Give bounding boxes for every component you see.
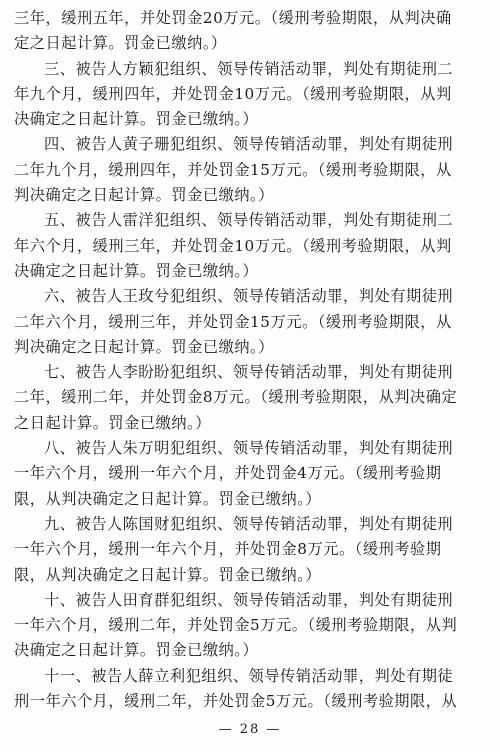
text-line-19: 一年六个月，缓刑一年六个月，并处罚金4万元。（缓刑考验期 xyxy=(14,464,442,483)
text-line-20: 限，从判决确定之日起计算。罚金已缴纳。） xyxy=(14,489,322,508)
text-line-1: 三年，缓刑五年，并处罚金20万元。（缓刑考验期限，从判决确 xyxy=(14,9,452,27)
text-line-21: 九、被告人陈国财犯组织、领导传销活动罪，判处有期徒刑 xyxy=(44,514,454,533)
text-line-26: 决确定之日起计算。罚金已缴纳。） xyxy=(14,641,259,660)
text-line-12: 六、被告人王玫兮犯组织、领导传销活动罪，判处有期徒刑 xyxy=(44,287,454,306)
text-line-2: 定之日起计算。罚金已缴纳。） xyxy=(14,34,227,53)
text-line-4: 年九个月，缓刑四年，并处罚金10万元。（缓刑考验期限，从判 xyxy=(14,84,452,103)
text-line-11: 决确定之日起计算。罚金已缴纳。） xyxy=(14,261,259,280)
text-line-28: 刑一年六个月，缓刑二年，并处罚金5万元。（缓刑考验期限，从 xyxy=(14,692,458,711)
page-number: — 28 — xyxy=(218,722,282,737)
text-line-18: 八、被告人朱万明犯组织、领导传销活动罪，判处有期徒刑 xyxy=(44,439,454,458)
text-line-23: 限，从判决确定之日起计算。罚金已缴纳。） xyxy=(14,565,322,584)
text-line-14: 判决确定之日起计算。罚金已缴纳。） xyxy=(14,337,274,356)
text-line-22: 一年六个月，缓刑一年六个月，并处罚金8万元。（缓刑考验期 xyxy=(14,540,442,559)
text-line-27: 十一、被告人薛立利犯组织、领导传销活动罪，判处有期徒 xyxy=(44,666,454,685)
text-line-13: 二年六个月，缓刑三年，并处罚金15万元。（缓刑考验期限，从 xyxy=(14,312,452,331)
text-line-15: 七、被告人李盼盼犯组织、领导传销活动罪，判处有期徒刑 xyxy=(44,363,454,382)
text-line-9: 五、被告人雷洋犯组织、领导传销活动罪，判处有期徒刑二 xyxy=(44,211,454,230)
document-body xyxy=(14,6,490,714)
text-line-17: 之日起计算。罚金已缴纳。） xyxy=(14,413,211,432)
text-line-8: 判决确定之日起计算。罚金已缴纳。） xyxy=(14,186,274,205)
text-line-6: 四、被告人黄子珊犯组织、领导传销活动罪，判处有期徒刑 xyxy=(44,135,454,154)
text-line-7: 二年九个月，缓刑四年，并处罚金15万元。（缓刑考验期限，从 xyxy=(14,160,452,179)
text-line-3: 三、被告人方颖犯组织、领导传销活动罪，判处有期徒刑二 xyxy=(44,59,454,78)
text-line-25: 一年六个月，缓刑二年，并处罚金5万元。（缓刑考验期限，从判 xyxy=(14,616,458,635)
text-line-5: 决确定之日起计算。罚金已缴纳。） xyxy=(14,110,259,129)
text-line-24: 十、被告人田育群犯组织、领导传销活动罪，判处有期徒刑 xyxy=(44,590,454,609)
text-line-10: 年六个月，缓刑三年，并处罚金10万元。（缓刑考验期限，从判 xyxy=(14,236,452,255)
text-line-16: 二年，缓刑二年，并处罚金8万元。（缓刑考验期限，从判决确定 xyxy=(14,388,458,407)
